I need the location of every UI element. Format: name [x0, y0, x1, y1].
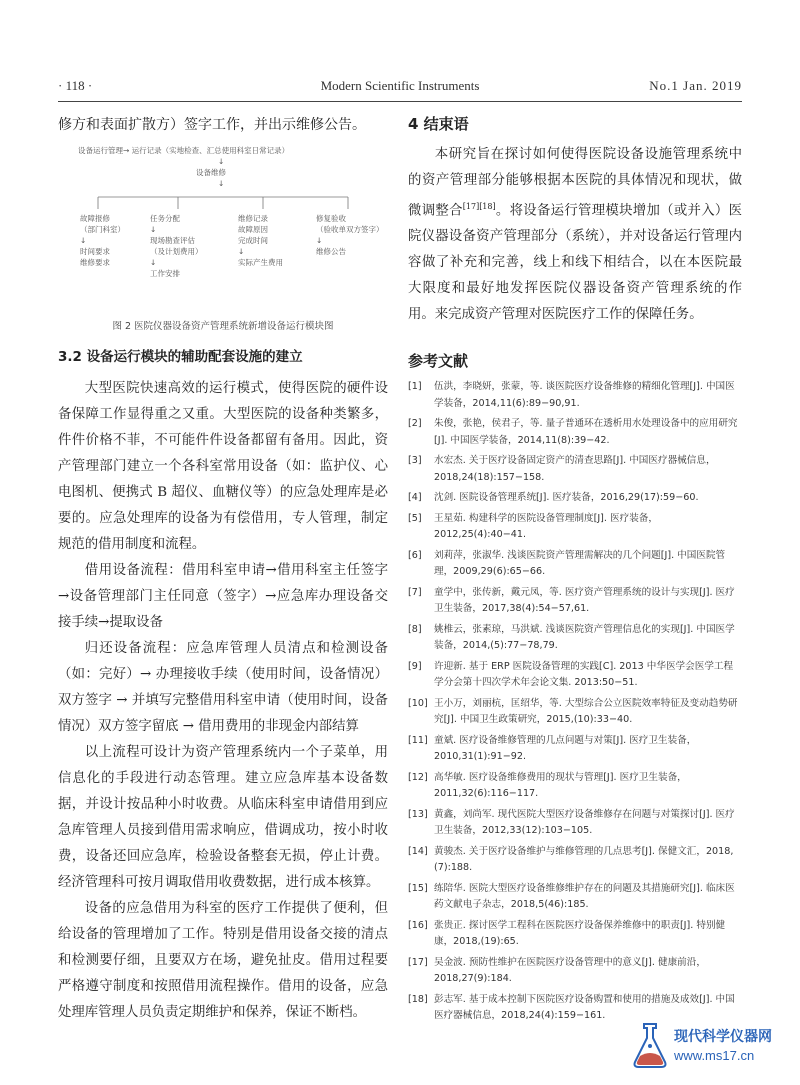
- diagram-box-3: 维修记录 故障原因 完成时间 ↓ 实际产生费用: [238, 214, 283, 267]
- issue-date: No.1 Jan. 2019: [649, 78, 742, 93]
- reference-text: 童斌. 医疗设备维修管理的几点问题与对策[J]. 医疗卫生装备，2010,31(1):91−92.: [434, 734, 697, 763]
- flask-logo-icon: [630, 1020, 670, 1070]
- reference-number: [1]: [408, 381, 422, 393]
- diagram-arrow: ↓: [218, 179, 225, 188]
- diagram-arrow: ↓: [218, 157, 225, 166]
- reference-item: [408, 585, 742, 618]
- references-list: [408, 379, 742, 1025]
- reference-item: [408, 490, 742, 507]
- reference-number: [10]: [408, 697, 428, 709]
- reference-text: 许迎新. 基于 ERP 医院设备管理的实践[C]. 2013 中华医学会医学工程学分会第十四次学术年会论文集. 2013:50−51.: [434, 660, 734, 689]
- body-paragraph: 设备的应急借用为科室的医疗工作提供了便利，但给设备的管理增加了工作。特别是借用设备交接的清点和检测要仔细，且要双方在场，避免扯皮。借用过程要严格遵守制度和按照借用流程操作。借用的设备，应急处理库管理人员负责定期维护和保养，保证不断档。: [58, 901, 388, 1020]
- reference-text: 练陪华. 医院大型医疗设备维修维护存在的问题及其措施研究[J]. 临床医药文献电子杂志，2018,5(46):185.: [434, 882, 735, 911]
- watermark-name: 现代科学仪器网: [674, 1029, 772, 1045]
- conclusion-title: 4 结束语: [408, 115, 469, 133]
- reference-text: 童学中，张传新，戴元凤，等. 医疗资产管理系统的设计与实现[J]. 医疗卫生装备，2017,38(4):54−57,61.: [434, 586, 735, 615]
- reference-number: [5]: [408, 512, 422, 524]
- left-column: [58, 112, 388, 1026]
- diagram-box-1: 故障报修 （部门科室） ↓ 时间要求 维修要求: [80, 214, 125, 267]
- body-paragraph: 归还设备流程：应急库管理人员清点和检测设备（如：完好）→ 办理接收手续（使用时间，设备情况）双方签字 → 并填写完整借用科室申请（使用时间，设备情况）双方签字留底 → 借用费用的非现金内部结算: [58, 641, 388, 734]
- reference-text: 黄骏杰. 关于医疗设备维护与维修管理的几点思考[J]. 保健文汇，2018,(7):188.: [434, 845, 734, 874]
- references-title: 参考文献: [408, 352, 469, 371]
- body-paragraph: 以上流程可设计为资产管理系统内一个子菜单，用信息化的手段进行动态管理。建立应急库基本设备数据，并设计按品种小时收费。从临床科室申请借用到应急库管理人员接到借用需求响应，借调成功，按小时收费，设备还回应急库，检验设备整套无损，停止计费。经济管理科可按月调取借用收费数据，进行成本核算。: [58, 745, 388, 890]
- reference-number: [4]: [408, 492, 422, 504]
- reference-item: [408, 416, 742, 449]
- reference-number: [8]: [408, 623, 422, 635]
- reference-text: 张贵正. 探讨医学工程科在医院医疗设备保养维修中的职责[J]. 特别健康，2018,(19):65.: [434, 919, 726, 948]
- reference-number: [11]: [408, 734, 428, 746]
- reference-item: [408, 955, 742, 988]
- reference-number: [9]: [408, 660, 422, 672]
- header-rule: [58, 101, 742, 102]
- continued-text: 修方和表面扩散方）签字工作，并出示维修公告。: [58, 117, 366, 133]
- journal-name: Modern Scientific Instruments: [320, 78, 480, 93]
- reference-text: 王小万，刘丽杭，匡绍华，等. 大型综合公立医院效率特征及变动趋势研究[J]. 中国卫生政策研究，2015,(10):33−40.: [434, 697, 738, 726]
- site-watermark: [628, 1018, 788, 1074]
- reference-item: [408, 807, 742, 840]
- reference-text: 高华敏. 医疗设备维修费用的现状与管理[J]. 医疗卫生装备，2011,32(6):116−117.: [434, 771, 687, 800]
- reference-item: [408, 622, 742, 655]
- reference-number: [12]: [408, 771, 428, 783]
- reference-text: 伍洪，李晓妍，张蒙，等. 谈医院医疗设备维修的精细化管理[J]. 中国医学装备，2014,11(6):89−90,91.: [434, 381, 735, 409]
- reference-item: [408, 844, 742, 877]
- reference-item: [408, 918, 742, 951]
- body-paragraph: 借用设备流程：借用科室申请→借用科室主任签字→设备管理部门主任同意（签字）→应急库办理设备交接手续→提取设备: [58, 563, 388, 630]
- reference-item: [408, 548, 742, 581]
- reference-number: [6]: [408, 549, 422, 561]
- reference-number: [2]: [408, 418, 422, 430]
- reference-text: 沈剑. 医院设备管理系统[J]. 医疗装备，2016,29(17):59−60.: [434, 492, 699, 504]
- right-column: [408, 112, 742, 1029]
- reference-item: [408, 770, 742, 803]
- reference-item: [408, 881, 742, 914]
- citation-superscript: [17][18]: [462, 202, 496, 211]
- conclusion-paragraph: 本研究旨在探讨如何使得医院设备设施管理系统中的资产管理部分能够根据本医院的具体情况和现状，做微调整合[17][18]。将设备运行管理模块增加（或并入）医院仪器设备资产管理部分（系统），并对设备运行管理内容做了补充和完善，线上和线下相结合，以在本医院最大限度和最好地发挥医院仪器设备资产管理系统的作用。来完成资产管理对医院医疗工作的保障任务。: [408, 147, 743, 323]
- diagram-box-4: 修复验收 （验收单双方签字） ↓ 维修公告: [316, 214, 384, 256]
- reference-text: 朱俊，张艳，侯君子，等. 量子普通环在透析用水处理设备中的应用研究[J]. 中国医学装备，2014,11(8):39−42.: [434, 418, 738, 446]
- reference-number: [15]: [408, 882, 428, 894]
- diagram-top-label: 设备运行管理→ 运行记录（实地检查、汇总使用科室日常记录）: [78, 146, 290, 155]
- reference-text: 吴金波. 预防性维护在医院医疗设备管理中的意义[J]. 健康前沿，2018,27(9):184.: [434, 956, 706, 985]
- reference-number: [17]: [408, 956, 428, 968]
- reference-item: [408, 379, 742, 412]
- equipment-operation-diagram: [58, 145, 388, 310]
- diagram-box-2: 任务分配 ↓ 现场勘查评估 （及计划费用） ↓ 工作安排: [150, 214, 203, 278]
- page-number: · 118 ·: [58, 78, 93, 93]
- reference-item: [408, 696, 742, 729]
- reference-number: [3]: [408, 455, 422, 467]
- reference-item: [408, 733, 742, 766]
- reference-number: [16]: [408, 919, 428, 931]
- reference-item: [408, 659, 742, 692]
- reference-text: 水宏杰. 关于医疗设备固定资产的清查思路[J]. 中国医疗器械信息，2018,24(18):157−158.: [434, 455, 716, 483]
- reference-text: 黄鑫，刘尚军. 现代医院大型医疗设备维修存在问题与对策探讨[J]. 医疗卫生装备，2012,33(12):103−105.: [434, 808, 735, 837]
- reference-text: 刘莉萍，张淑华. 浅谈医院资产管理需解决的几个问题[J]. 中国医院管理，2009,29(6):65−66.: [434, 549, 726, 578]
- reference-number: [18]: [408, 993, 428, 1005]
- section-title: 3.2 设备运行模块的辅助配套设施的建立: [58, 349, 303, 365]
- watermark-url: www.ms17.cn: [674, 1048, 755, 1063]
- reference-item: [408, 453, 742, 486]
- figure-caption: 图 2 医院仪器设备资产管理系统新增设备运行模块图: [112, 321, 334, 332]
- reference-item: [408, 511, 742, 544]
- reference-text: 彭志军. 基于成本控制下医院医疗设备购置和使用的措施及成效[J]. 中国医疗器械信息，2018,24(4):159−161.: [434, 993, 735, 1022]
- reference-number: [13]: [408, 808, 428, 820]
- reference-number: [7]: [408, 586, 422, 598]
- reference-text: 王星茹. 构建科学的医院设备管理制度[J]. 医疗装备，2012,25(4):40−41.: [434, 512, 658, 541]
- diagram-mid-label: 设备维修: [196, 168, 226, 177]
- body-paragraph: 大型医院快速高效的运行模式，使得医院的硬件设备保障工作显得重之又重。大型医院的设备种类繁多，件件价格不菲，不可能件件设备都留有备用。因此，资产管理部门建立一个各科室常用设备（如：监护仪、心电图机、便携式 B 超仪、血糖仪等）的应急处理库是必要的。应急处理库的设备为有偿借用，专人管理，制定规范的借用制度和流程。: [58, 381, 388, 552]
- reference-number: [14]: [408, 845, 428, 857]
- reference-text: 姚椎云，张素琼，马洪斌. 浅谈医院资产管理信息化的实现[J]. 中国医学装备，2014,(5):77−78,79.: [434, 623, 735, 652]
